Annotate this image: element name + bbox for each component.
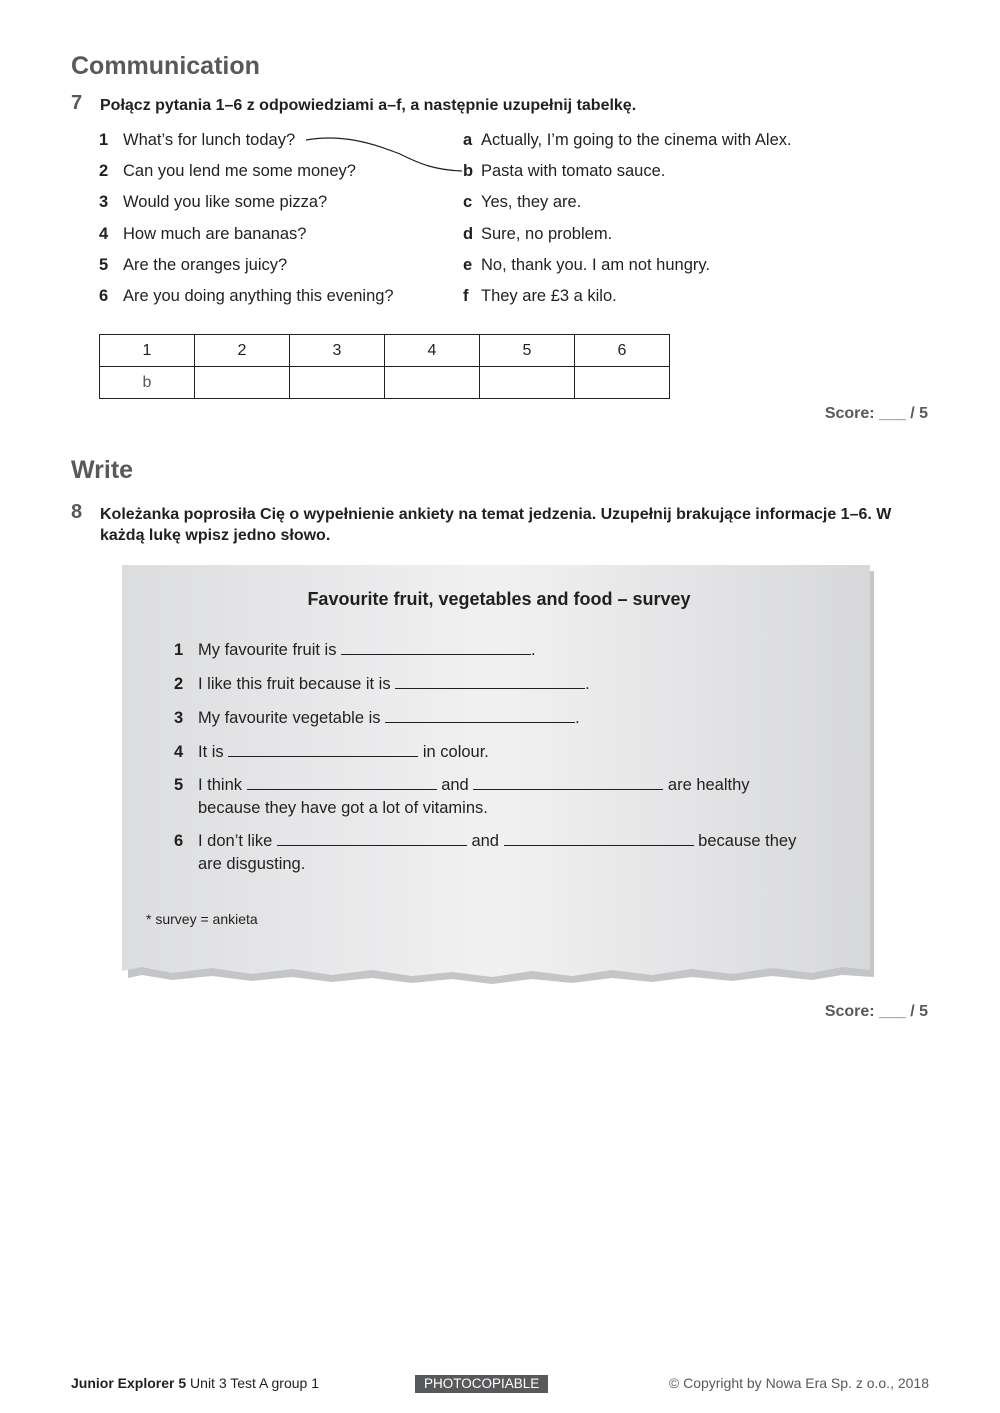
answer-letter: e <box>463 256 473 274</box>
question-number: 5 <box>99 256 109 274</box>
survey-footnote: * survey = ankieta <box>146 911 258 927</box>
survey-text: because they are disgusting. <box>198 832 797 873</box>
survey-text: It is <box>198 743 229 761</box>
score-communication: Score: ___ / 5 <box>824 405 928 422</box>
answer-blank[interactable] <box>473 774 663 790</box>
page-footer <box>71 1375 929 1395</box>
score-write: Score: ___ / 5 <box>824 1003 928 1020</box>
survey-item <box>174 741 834 764</box>
table-answer-cell[interactable] <box>575 367 670 399</box>
survey-item <box>174 639 834 662</box>
answer-item <box>463 254 710 276</box>
question-number: 1 <box>99 131 109 149</box>
answer-blank[interactable] <box>385 707 575 723</box>
answer-item <box>463 129 792 151</box>
answer-blank[interactable] <box>504 830 694 846</box>
survey-text: and <box>436 776 474 794</box>
survey-text: in colour. <box>418 743 489 761</box>
section-heading-write: Write <box>71 456 134 484</box>
survey-text: I think <box>198 776 247 794</box>
table-header-cell: 5 <box>480 335 575 367</box>
answer-blank[interactable] <box>395 673 585 689</box>
survey-item <box>174 673 834 696</box>
task-number: 8 <box>71 501 83 523</box>
survey-text: My favourite vegetable is <box>198 709 386 727</box>
answer-item <box>463 160 665 182</box>
answer-item <box>463 223 612 245</box>
question-text: Are you doing anything this evening? <box>123 287 394 305</box>
task-instruction: Koleżanka poprosiła Cię o wypełnienie ankiety na temat jedzenia. Uzupełnij brakujące informacje 1–6. W każdą lukę wpisz jedno słowo. <box>100 506 892 544</box>
table-header-cell: 2 <box>195 335 290 367</box>
answer-table-answer-row <box>100 367 670 399</box>
table-header-cell: 1 <box>100 335 195 367</box>
survey-text: . <box>585 675 590 693</box>
answer-blank[interactable] <box>277 830 467 846</box>
survey-text: are healthy because they have got a lot of vitamins. <box>198 776 750 817</box>
survey-text: I don’t like <box>198 832 277 850</box>
answer-letter: c <box>463 193 473 211</box>
survey-item-number: 4 <box>174 743 184 761</box>
answer-table-header-row <box>100 335 670 367</box>
example-match-line <box>300 130 470 180</box>
question-number: 6 <box>99 287 109 305</box>
answer-letter: d <box>463 225 474 243</box>
survey-text: and <box>466 832 504 850</box>
question-text: How much are bananas? <box>123 225 307 243</box>
task-7-instruction <box>71 92 931 116</box>
survey-item <box>174 830 814 876</box>
survey-item-number: 3 <box>174 709 184 727</box>
survey-item-number: 6 <box>174 832 184 850</box>
footer-book-info <box>71 1375 319 1391</box>
survey-text: . <box>575 709 580 727</box>
question-number: 3 <box>99 193 109 211</box>
survey-text: I like this fruit because it is <box>198 675 396 693</box>
table-header-cell: 4 <box>385 335 480 367</box>
table-answer-cell[interactable] <box>480 367 575 399</box>
footer-test-name: Unit 3 Test A group 1 <box>186 1375 319 1391</box>
survey-item <box>174 774 814 820</box>
question-text: What’s for lunch today? <box>123 131 296 149</box>
survey-text: My favourite fruit is <box>198 641 342 659</box>
survey-paper <box>122 565 876 985</box>
question-item <box>99 191 327 213</box>
footer-book-title: Junior Explorer 5 <box>71 1375 187 1391</box>
answer-blank[interactable] <box>341 639 531 655</box>
question-item <box>99 129 295 151</box>
question-item <box>99 285 394 307</box>
answer-blank[interactable] <box>228 741 418 757</box>
answer-table <box>99 334 670 399</box>
survey-title: Favourite fruit, vegetables and food – survey <box>307 589 691 609</box>
table-header-cell: 3 <box>290 335 385 367</box>
task-number: 7 <box>71 92 83 114</box>
table-answer-cell[interactable] <box>385 367 480 399</box>
table-answer-cell[interactable] <box>290 367 385 399</box>
survey-item <box>174 707 834 730</box>
survey-item-number: 1 <box>174 641 184 659</box>
answer-letter: b <box>463 162 474 180</box>
question-item <box>99 254 287 276</box>
table-header-cell: 6 <box>575 335 670 367</box>
question-text: Would you like some pizza? <box>123 193 328 211</box>
answer-text: They are £3 a kilo. <box>481 287 617 305</box>
question-text: Are the oranges juicy? <box>123 256 288 274</box>
question-text: Can you lend me some money? <box>123 162 356 180</box>
answer-text: Actually, I’m going to the cinema with Alex. <box>481 131 792 149</box>
question-number: 2 <box>99 162 109 180</box>
answer-blank[interactable] <box>247 774 437 790</box>
survey-item-number: 5 <box>174 776 184 794</box>
section-heading-communication: Communication <box>71 52 260 80</box>
answer-text: Pasta with tomato sauce. <box>481 162 666 180</box>
survey-text: . <box>531 641 536 659</box>
task-8-instruction <box>71 501 931 546</box>
question-number: 4 <box>99 225 109 243</box>
task-instruction: Połącz pytania 1–6 z odpowiedziami a–f, a następnie uzupełnij tabelkę. <box>100 97 637 114</box>
answer-text: Yes, they are. <box>481 193 582 211</box>
answer-item <box>463 285 617 307</box>
photocopiable-badge: PHOTOCOPIABLE <box>415 1375 548 1393</box>
survey-item-number: 2 <box>174 675 184 693</box>
table-answer-cell[interactable] <box>195 367 290 399</box>
answer-text: Sure, no problem. <box>481 225 613 243</box>
question-item <box>99 223 306 245</box>
footer-copyright: © Copyright by Nowa Era Sp. z o.o., 2018 <box>668 1375 929 1391</box>
table-answer-cell[interactable]: b <box>100 367 195 399</box>
answer-item <box>463 191 581 213</box>
answer-letter: a <box>463 131 473 149</box>
answer-letter: f <box>463 287 469 305</box>
answer-text: No, thank you. I am not hungry. <box>481 256 710 274</box>
